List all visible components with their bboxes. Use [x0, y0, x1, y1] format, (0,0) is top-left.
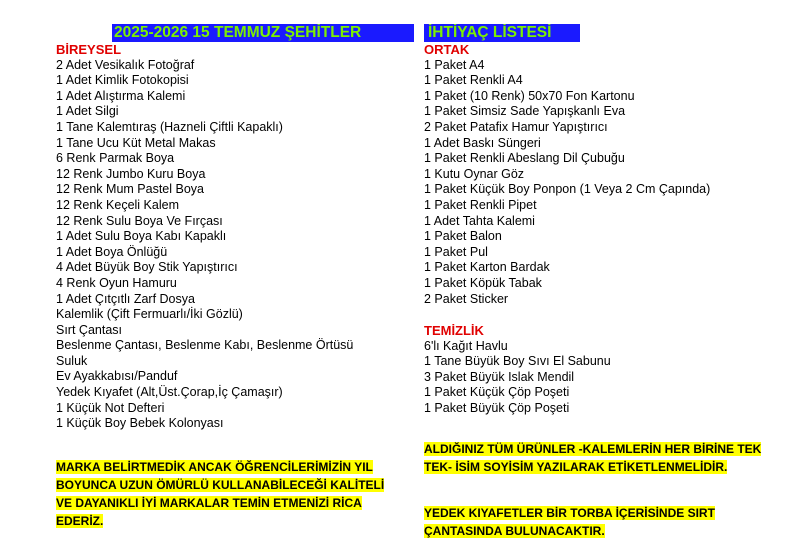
ortak-temizlik-column	[424, 42, 794, 417]
list-item: 1 Paket Küçük Çöp Poşeti	[424, 385, 570, 400]
list-item: 2 Paket Patafix Hamur Yapıştırıcı	[424, 119, 608, 134]
list-item: 4 Renk Oyun Hamuru	[56, 275, 177, 290]
list-item: 6 Renk Parmak Boya	[56, 151, 175, 166]
list-item: 1 Paket Pul	[424, 244, 488, 259]
page-title-right: İHTİYAÇ LİSTESİ	[424, 24, 580, 42]
list-item: 1 Adet Sulu Boya Kabı Kapaklı	[56, 229, 227, 244]
label-note-text: ALDIĞINIZ TÜM ÜRÜNLER -KALEMLERİN HER BİRİNE TEK TEK- İSİM SOYİSİM YAZILARAK ETİKETLENMELİDİR.	[424, 442, 762, 474]
page-title-left: 2025-2026 15 TEMMUZ ŞEHİTLER	[112, 24, 414, 42]
list-item: 1 Adet Silgi	[56, 104, 119, 119]
list-item: 1 Paket Karton Bardak	[424, 260, 550, 275]
list-item: 1 Paket Köpük Tabak	[424, 275, 542, 290]
list-item: 12 Renk Mum Pastel Boya	[56, 182, 204, 197]
temizlik-list	[424, 339, 794, 417]
list-item: 1 Paket Küçük Boy Ponpon (1 Veya 2 Cm Çapında)	[424, 182, 711, 197]
brand-note	[56, 458, 401, 530]
list-item: Beslenme Çantası, Beslenme Kabı, Beslenme Örtüsü	[56, 338, 354, 353]
ortak-list	[424, 58, 794, 308]
list-item: 1 Adet Baskı Süngeri	[424, 135, 541, 150]
list-item: Yedek Kıyafet (Alt,Üst.Çorap,İç Çamaşır)	[56, 385, 283, 400]
bireysel-heading: BİREYSEL	[56, 42, 122, 57]
list-item: 1 Tane Ucu Küt Metal Makas	[56, 135, 216, 150]
list-item: 1 Kutu Oynar Göz	[424, 166, 525, 181]
list-item: 12 Renk Sulu Boya Ve Fırçası	[56, 213, 223, 228]
list-item: 1 Paket Büyük Çöp Poşeti	[424, 401, 570, 416]
list-item: 1 Paket Renkli Abeslang Dil Çubuğu	[424, 151, 625, 166]
spare-clothes-note	[424, 504, 769, 540]
list-item: 1 Paket Renkli A4	[424, 73, 523, 88]
list-item: 12 Renk Keçeli Kalem	[56, 197, 179, 212]
section-spacer	[424, 307, 794, 323]
bireysel-list	[56, 58, 406, 432]
list-item: 1 Adet Kimlik Fotokopisi	[56, 73, 189, 88]
list-item: 1 Paket Simsiz Sade Yapışkanlı Eva	[424, 104, 626, 119]
list-item: 3 Paket Büyük Islak Mendil	[424, 369, 575, 384]
list-item: 6'lı Kağıt Havlu	[424, 338, 508, 353]
list-item: 1 Paket Renkli Pipet	[424, 197, 537, 212]
list-item: 1 Küçük Not Defteri	[56, 400, 165, 415]
list-item: 1 Paket Balon	[424, 229, 502, 244]
list-item: 1 Adet Alıştırma Kalemi	[56, 88, 186, 103]
list-item: Ev Ayakkabısı/Panduf	[56, 369, 178, 384]
spare-clothes-note-text: YEDEK KIYAFETLER BİR TORBA İÇERİSİNDE SIRT ÇANTASINDA BULUNACAKTIR.	[424, 506, 715, 538]
list-item: 1 Paket A4	[424, 57, 485, 72]
label-note	[424, 440, 789, 476]
temizlik-heading: TEMİZLİK	[424, 323, 484, 339]
list-item: 1 Paket (10 Renk) 50x70 Fon Kartonu	[424, 88, 635, 103]
list-item: 1 Küçük Boy Bebek Kolonyası	[56, 416, 224, 431]
list-item: 1 Adet Boya Önlüğü	[56, 244, 168, 259]
list-item: 1 Tane Kalemtıraş (Hazneli Çiftli Kapaklı)	[56, 119, 283, 134]
list-item: Sırt Çantası	[56, 322, 122, 337]
list-item: 2 Paket Sticker	[424, 291, 509, 306]
ortak-heading: ORTAK	[424, 42, 470, 57]
list-item: 1 Adet Tahta Kalemi	[424, 213, 535, 228]
list-item: Suluk	[56, 353, 88, 368]
list-item: 4 Adet Büyük Boy Stik Yapıştırıcı	[56, 260, 238, 275]
bireysel-column	[56, 42, 406, 432]
brand-note-text: MARKA BELİRTMEDİK ANCAK ÖĞRENCİLERİMİZİN YIL BOYUNCA UZUN ÖMÜRLÜ KULLANABİLECEĞİ KALİTELİ VE DAYANIKLI İYİ MARKALAR TEMİN ETMENİZİ RİCA EDERİZ.	[56, 460, 385, 528]
list-item: 2 Adet Vesikalık Fotoğraf	[56, 57, 195, 72]
list-item: 1 Adet Çıtçıtlı Zarf Dosya	[56, 291, 195, 306]
list-item: 12 Renk Jumbo Kuru Boya	[56, 166, 206, 181]
list-item: Kalemlik (Çift Fermuarlı/İki Gözlü)	[56, 307, 243, 322]
list-item: 1 Tane Büyük Boy Sıvı El Sabunu	[424, 354, 611, 369]
